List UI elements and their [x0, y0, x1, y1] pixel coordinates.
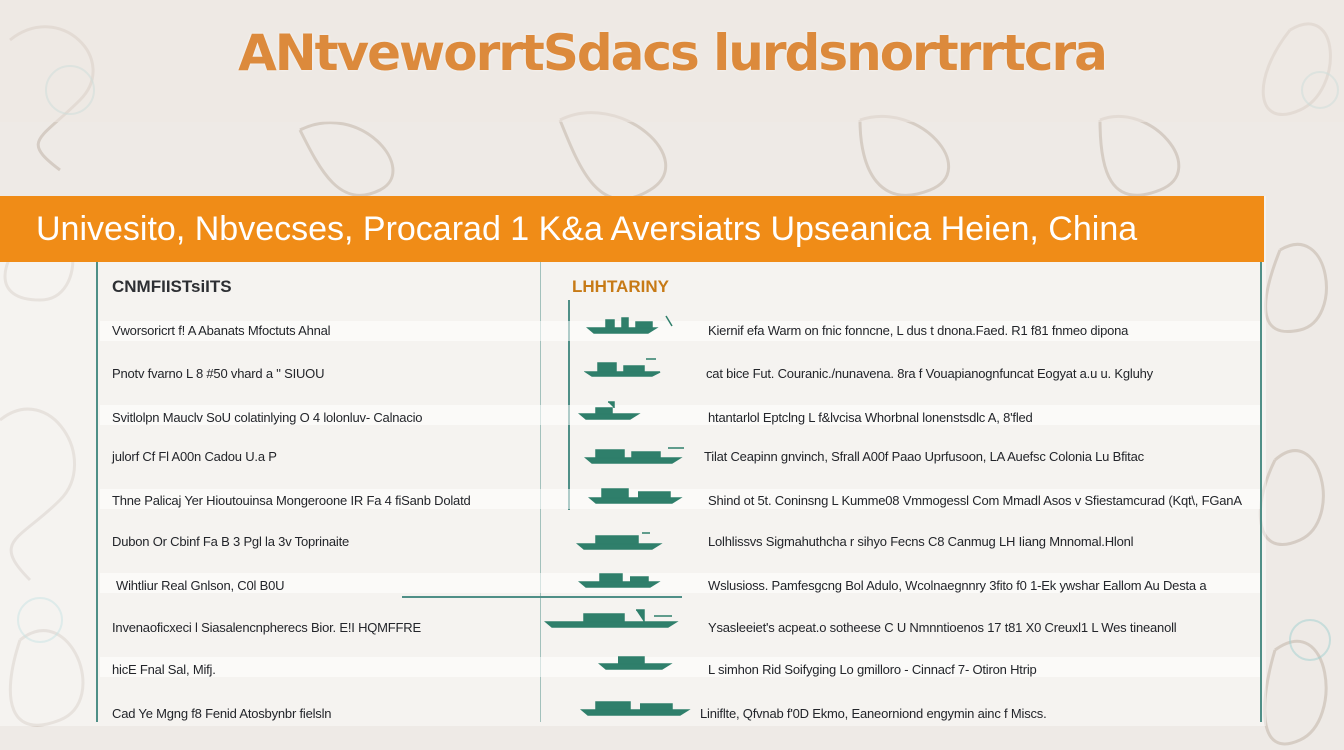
row-right-cell: Wslusioss. Pamfesgcng Bol Adulo, Wcolnaegnnry 3fito f0 1-Ek ywshar Eallom Au Desta a [708, 578, 1207, 593]
row-left-cell: Dubon Or Cbinf Fa B 3 Pgl la 3v Toprinaite [112, 534, 350, 549]
row-right-cell: Lolhlissvs Sigmahuthcha r sihyo Fecns C8 Canmug LH Iiang Mnnomal.Hlonl [708, 534, 1134, 549]
row-right-cell: Ysasleeiet's acpeat.o sotheese C U Nmnntioenos 17 t81 X0 Creuxl1 L Wes tineanoll [708, 620, 1177, 635]
row-left-cell: Svitlolpn Mauclv SoU colatinlying O 4 lolonluv- Calnacio [112, 410, 423, 425]
row-left-cell: Cad Ye Mgng f8 Fenid Atosbynbr fielsln [112, 706, 332, 721]
row-left-cell: Thne Palicaj Yer Hioutouinsa Mongeroone IR Fa 4 fiSanb Dolatd [112, 493, 471, 508]
row-right-cell: Kiernif efa Warm on fnic fonncne, L dus t dnona.Faed. R1 f81 fnmeo dipona [708, 323, 1129, 338]
column-header-right: LHHTARINY [572, 277, 669, 296]
banner [0, 196, 1264, 262]
row-right-cell: cat bice Fut. Couranic./nunavena. 8ra f Vouapianognfuncat Eogyat a.u u. Kgluhy [706, 366, 1153, 381]
column-header-left: CNMFIISTsiITS [112, 277, 232, 296]
banner-text: Univesito, Nbvecses, Procarad 1 K&a Aversiatrs Upseanica Heien, China [36, 210, 1138, 248]
row-left-cell: Vworsoricrt f! A Abanats Mfoctuts Ahnal [112, 323, 331, 338]
row-left-cell: Invenaoficxeci l Siasalencnpherecs Bior. E!I HQMFFRE [112, 620, 421, 635]
row-right-cell: Tilat Ceapinn gnvinch, Sfrall A00f Paao Uprfusoon, LA Auefsc Colonia Lu Bfitac [704, 449, 1144, 464]
row-left-cell: Wihtliur Real Gnlson, C0l B0U [116, 578, 285, 593]
row-right-cell: L simhon Rid Soifyging Lo gmilloro - Cinnacf 7- Otiron Htrip [708, 662, 1037, 677]
vessel-icon [584, 357, 674, 377]
right-border [1260, 262, 1262, 722]
vessel-icon [588, 484, 692, 504]
main-title: ANtveworrtSdacs lurdsnortrrtcra [238, 24, 1106, 82]
row-right-cell: Shind ot 5t. Coninsng L Kumme08 Vmmogessl Com Mmadl Asos v Sfiestamcurad (Kqt\, FGanA [708, 493, 1242, 508]
vessel-icon [598, 650, 682, 670]
vessel-icon [578, 400, 658, 420]
left-border [96, 262, 98, 722]
vessel-icon [586, 314, 676, 334]
vessel-icon [578, 568, 668, 588]
vessel-icon [544, 608, 684, 628]
row-left-cell: hicE Fnal Sal, Mifj. [112, 662, 216, 677]
horizontal-rule [402, 596, 682, 598]
vessel-icon [584, 444, 694, 464]
row-right-cell: htantarlol Eptclng L f&lvcisa Whorbnal lonenstsdlc A, 8'fled [708, 410, 1033, 425]
row-right-cell: Liniflte, Qfvnab f'0D Ekmo, Eaneorniond engymin ainc f Miscs. [700, 706, 1047, 721]
row-left-cell: Pnotv fvarno L 8 #50 vhard a " SIUOU [112, 366, 325, 381]
vessel-icon [576, 530, 672, 550]
row-left-cell: julorf Cf Fl A00n Cadou U.a P [112, 449, 277, 464]
vessel-icon [580, 696, 700, 716]
